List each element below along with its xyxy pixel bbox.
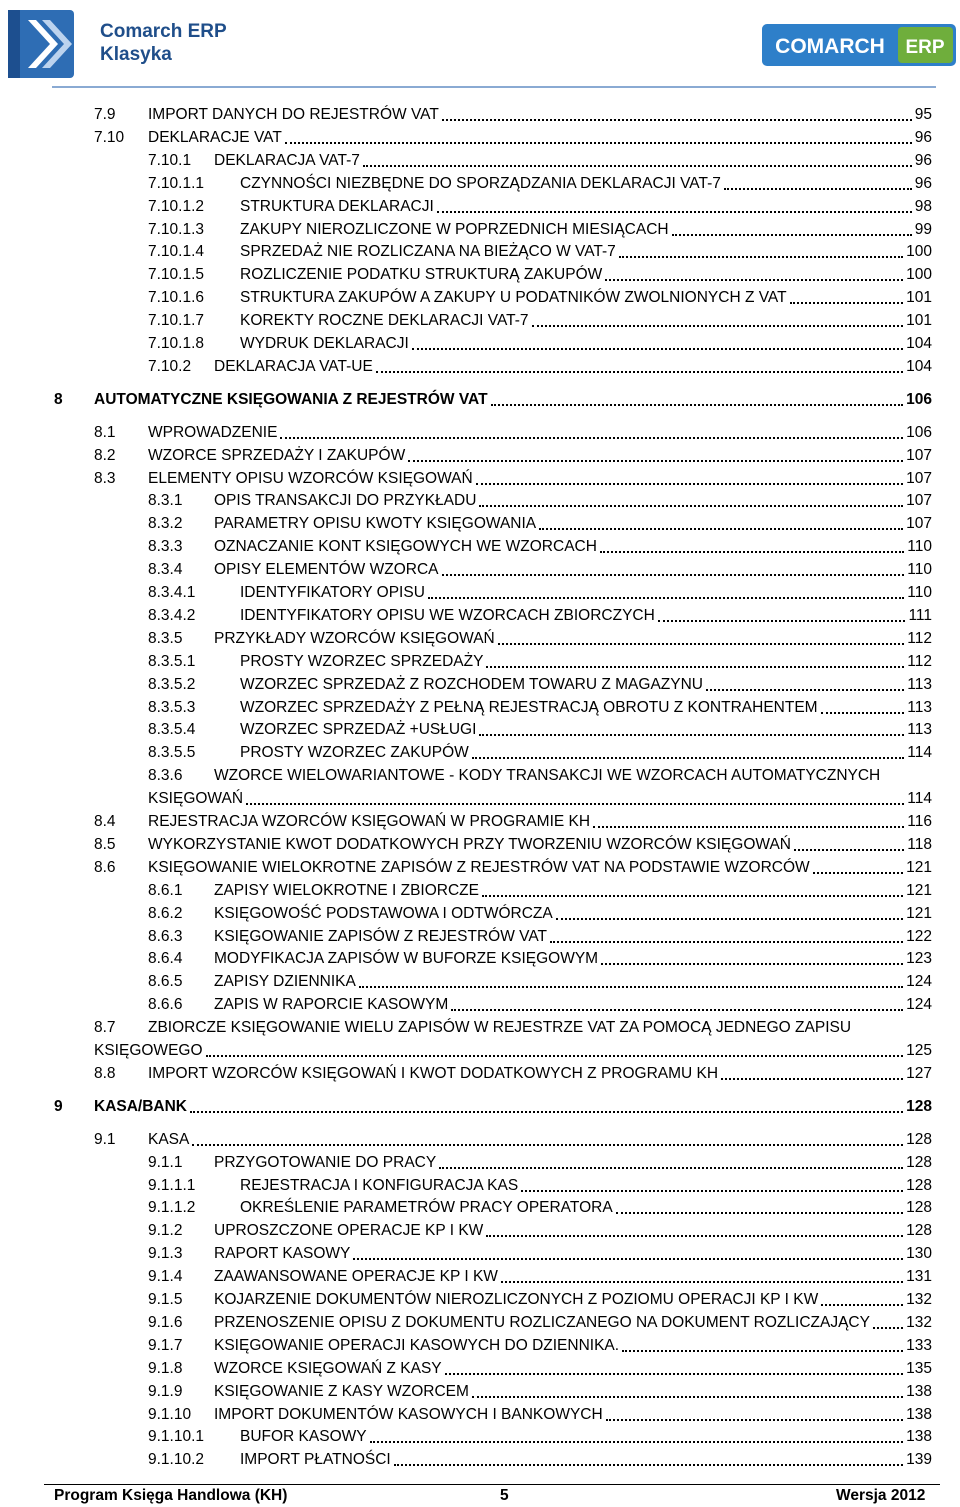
toc-entry[interactable] — [148, 605, 932, 627]
toc-entry-number: 8.3.5.2 — [148, 675, 196, 693]
toc-entry-page: 116 — [907, 813, 932, 830]
toc-entry-number: 8.4 — [94, 813, 116, 830]
toc-entry-title: AUTOMATYCZNE KSIĘGOWANIA Z REJESTRÓW VAT — [94, 390, 488, 408]
dot-leader — [721, 1078, 903, 1080]
toc-entry[interactable] — [148, 628, 932, 650]
toc-entry-page: 121 — [906, 858, 932, 876]
dot-leader — [706, 689, 904, 691]
toc-entry-page: 128 — [906, 1153, 932, 1171]
toc-entry[interactable] — [148, 1312, 932, 1334]
toc-entry-page: 114 — [907, 790, 932, 808]
toc-entry-title: ELEMENTY OPISU WZORCÓW KSIĘGOWAŃ — [148, 469, 473, 487]
toc-entry-number: 9.1.7 — [148, 1336, 183, 1354]
toc-entry-number: 7.10.1.8 — [148, 335, 205, 352]
dot-leader — [394, 1464, 903, 1466]
dot-leader — [370, 1441, 904, 1443]
toc-entry-page: 124 — [906, 996, 932, 1014]
toc-entry-title: KASA/BANK — [94, 1097, 187, 1115]
toc-entry-number: 8.2 — [94, 446, 116, 464]
toc-entry-page: 104 — [906, 357, 932, 375]
dot-leader — [472, 757, 905, 759]
toc-entry-title: WZORZEC SPRZEDAŻY Z PEŁNĄ REJESTRACJĄ OBROTU Z KONTRAHENTEM — [240, 698, 818, 716]
toc-entry[interactable] — [94, 1017, 932, 1039]
toc-entry-page: 112 — [907, 629, 932, 647]
toc-entry-page: 112 — [907, 652, 932, 670]
dot-leader — [363, 165, 912, 167]
toc-entry-title: KSIĘGOWANIE ZAPISÓW Z REJESTRÓW VAT — [214, 927, 547, 945]
dot-leader — [601, 963, 903, 965]
toc-entry-title: WPROWADZENIE — [148, 423, 278, 441]
toc-entry-page: 128 — [906, 1176, 932, 1194]
dot-leader — [790, 302, 904, 304]
toc-entry-number: 8.3.3 — [148, 538, 183, 556]
toc-entry-title: IMPORT WZORCÓW KSIĘGOWAŃ I KWOT DODATKOWYCH Z PROGRAMU KH — [148, 1064, 719, 1082]
toc-entry-page: 128 — [906, 1130, 932, 1148]
toc-entry-title: KSIĘGOWANIE Z KASY WZORCEM — [214, 1382, 469, 1400]
toc-entry-title: WZORZEC SPRZEDAŻ Z ROZCHODEM TOWARU Z MAGAZYNU — [240, 675, 703, 693]
toc-entry[interactable] — [148, 241, 932, 263]
footer-divider — [44, 1484, 940, 1485]
dot-leader — [479, 505, 903, 507]
toc-entry-page: 107 — [906, 446, 932, 464]
toc-entry-number: 9.1 — [94, 1130, 116, 1148]
toc-entry-number: 7.10.1.2 — [148, 197, 205, 215]
toc-entry-page: 107 — [906, 515, 932, 533]
toc-entry-number: 8.3.5.5 — [148, 744, 196, 762]
toc-entry-title: WZORCE WIELOWARIANTOWE - KODY TRANSAKCJI WE WZORCACH AUTOMATYCZNYCH — [214, 767, 881, 785]
toc-entry-title: IDENTYFIKATORY OPISU — [240, 584, 425, 601]
dot-leader — [532, 325, 904, 327]
toc-entry[interactable] — [148, 1220, 932, 1242]
toc-entry-page: 110 — [907, 584, 932, 601]
toc-entry-number: 8.1 — [94, 423, 116, 441]
toc-entry-number: 8.3.4 — [148, 561, 183, 579]
toc-entry[interactable] — [148, 1289, 932, 1311]
toc-entry[interactable] — [148, 513, 932, 535]
logo-badge: ERP — [905, 37, 945, 58]
toc-entry-number: 8.8 — [94, 1064, 116, 1082]
toc-entry[interactable] — [148, 1175, 932, 1197]
toc-entry-number: 9.1.4 — [148, 1268, 183, 1286]
toc-entry-title: MODYFIKACJA ZAPISÓW W BUFORZE KSIĘGOWYM — [214, 950, 599, 968]
toc-entry[interactable] — [94, 468, 932, 490]
toc-entry-page: 131 — [906, 1268, 932, 1286]
toc-entry[interactable] — [148, 173, 932, 195]
dot-leader — [442, 574, 905, 576]
toc-entry[interactable] — [148, 1335, 932, 1357]
toc-entry-page: 133 — [906, 1336, 932, 1354]
toc-entry[interactable] — [148, 287, 932, 309]
toc-entry[interactable] — [94, 811, 932, 833]
toc-entry-page: 135 — [906, 1359, 932, 1377]
toc-entry-title: SPRZEDAŻ NIE ROZLICZANA NA BIEŻĄCO W VAT-7 — [240, 243, 616, 261]
toc-entry-number: 8.7 — [94, 1019, 116, 1037]
toc-entry-title: OPISY ELEMENTÓW WZORCA — [214, 561, 439, 579]
toc-entry-number: 8.3.5 — [148, 629, 183, 647]
toc-entry-number: 9.1.1 — [148, 1153, 183, 1171]
toc-entry-number: 7.10.2 — [148, 357, 192, 375]
toc-entry[interactable] — [148, 697, 932, 719]
product-name-line2: Klasyka — [100, 44, 172, 65]
toc-entry[interactable] — [148, 1358, 932, 1380]
toc-entry[interactable] — [148, 1381, 932, 1403]
toc-entry[interactable] — [94, 834, 932, 856]
toc-entry-page: 111 — [908, 606, 932, 624]
toc-entry-title: WZORCE SPRZEDAŻY I ZAKUPÓW — [148, 446, 406, 464]
toc-entry-page: 100 — [906, 266, 932, 284]
toc-entry[interactable] — [148, 651, 932, 673]
dot-leader — [821, 712, 905, 714]
toc-entry[interactable] — [94, 422, 932, 444]
toc-entry[interactable] — [148, 1404, 932, 1426]
dot-leader — [280, 437, 903, 439]
toc-entry-page: 98 — [914, 197, 932, 215]
toc-entry-page: 138 — [906, 1405, 932, 1423]
toc-entry-title: ROZLICZENIE PODATKU STRUKTURĄ ZAKUPÓW — [240, 266, 603, 284]
toc-entry-number: 9.1.5 — [148, 1291, 183, 1308]
toc-entry-title: OZNACZANIE KONT KSIĘGOWYCH WE WZORCACH — [214, 538, 597, 556]
toc-entry-number: 9.1.10.1 — [148, 1428, 205, 1446]
toc-entry-number: 9.1.10 — [148, 1405, 192, 1423]
dot-leader — [472, 1396, 903, 1398]
toc-entry[interactable] — [148, 219, 932, 241]
toc-entry-number: 9.1.8 — [148, 1359, 183, 1377]
toc-entry-title: IMPORT DANYCH DO REJESTRÓW VAT — [148, 106, 439, 123]
dot-leader — [285, 142, 912, 144]
dot-leader — [813, 872, 903, 874]
toc-entry-title: STRUKTURA ZAKUPÓW A ZAKUPY U PODATNIKÓW ZWOLNIONYCH Z VAT — [240, 289, 787, 307]
toc-entry-number: 8.3.4.2 — [148, 606, 196, 624]
toc-entry-number: 8.6.1 — [148, 881, 183, 899]
dot-leader — [192, 1144, 903, 1146]
toc-entry-page: 96 — [914, 128, 932, 146]
toc-entry[interactable] — [148, 765, 932, 787]
dot-leader — [359, 986, 903, 988]
toc-entry-title: ZBIORCZE KSIĘGOWANIE WIELU ZAPISÓW W REJESTRZE VAT ZA POMOCĄ JEDNEGO ZAPISU — [148, 1019, 852, 1037]
dot-leader — [451, 1009, 903, 1011]
toc-entry[interactable] — [148, 150, 932, 172]
toc-entry-title: KOJARZENIE DOKUMENTÓW NIEROZLICZONYCH Z POZIOMU OPERACJI KP I KW — [214, 1291, 819, 1308]
toc-entry-number: 8.6 — [94, 858, 116, 876]
dot-leader — [606, 1419, 903, 1421]
toc-entry-title: PARAMETRY OPISU KWOTY KSIĘGOWANIA — [214, 515, 537, 533]
toc-entry-page: 107 — [906, 492, 932, 510]
toc-entry-number: 7.10.1.7 — [148, 312, 205, 330]
toc-entry-page: 122 — [906, 927, 932, 945]
footer-page-number: 5 — [500, 1487, 509, 1504]
toc-entry[interactable] — [148, 674, 932, 696]
toc-entry-title: OKREŚLENIE PARAMETRÓW PRACY OPERATORA — [240, 1199, 613, 1217]
toc-entry-page: 124 — [906, 973, 932, 991]
toc-entry-page: 138 — [906, 1382, 932, 1400]
comarch-erp-klasyka-logo — [6, 6, 78, 82]
dot-leader — [190, 1111, 903, 1113]
dot-leader — [539, 528, 903, 530]
dot-leader — [412, 348, 903, 350]
toc-entry[interactable] — [148, 971, 932, 993]
toc-entry-title: ZAPIS W RAPORCIE KASOWYM — [214, 996, 449, 1014]
dot-leader — [501, 1281, 903, 1283]
toc-entry-title: REJESTRACJA I KONFIGURACJA KAS — [240, 1176, 519, 1194]
toc-entry-title: BUFOR KASOWY — [240, 1428, 367, 1446]
toc-entry-title-continued: KSIĘGOWAŃ — [148, 790, 244, 808]
dot-leader — [437, 211, 912, 213]
toc-entry-number: 9.1.6 — [148, 1313, 183, 1331]
toc-entry-title: KASA — [148, 1130, 190, 1148]
toc-entry-page: 138 — [906, 1428, 932, 1446]
toc-entry[interactable] — [148, 903, 932, 925]
toc-entry-page: 106 — [906, 390, 932, 408]
toc-entry-page: 100 — [906, 243, 932, 261]
dot-leader — [550, 941, 903, 943]
toc-entry-page: 113 — [907, 675, 932, 693]
toc-entry[interactable] — [148, 264, 932, 286]
toc-entry-page: 118 — [907, 835, 932, 853]
product-name — [100, 20, 227, 66]
toc-entry-title: PRZYKŁADY WZORCÓW KSIĘGOWAŃ — [214, 629, 495, 647]
dot-leader — [246, 803, 904, 805]
toc-entry-title: WYKORZYSTANIE KWOT DODATKOWYCH PRZY TWORZENIU WZORCÓW KSIĘGOWAŃ — [148, 835, 791, 853]
toc-entry[interactable] — [148, 1426, 932, 1448]
toc-entry-page: 128 — [906, 1097, 932, 1115]
toc-entry-title: IMPORT DOKUMENTÓW KASOWYCH I BANKOWYCH — [214, 1405, 603, 1423]
toc-entry-page: 110 — [907, 561, 932, 579]
toc-chapter-entry[interactable] — [54, 1096, 932, 1118]
dot-leader — [498, 643, 905, 645]
toc-entry-number: 8.6.2 — [148, 904, 183, 922]
toc-entry[interactable] — [148, 196, 932, 218]
logo-word: COMARCH — [775, 35, 885, 58]
toc-entry-title: ZAPISY WIELOKROTNE I ZBIORCZE — [214, 881, 479, 899]
dot-leader — [616, 1212, 903, 1214]
toc-entry[interactable] — [148, 1243, 932, 1265]
toc-entry-title: WYDRUK DEKLARACJI — [240, 335, 409, 352]
toc-entry-number: 8.3.5.4 — [148, 721, 196, 739]
toc-entry-title: UPROSZCZONE OPERACJE KP I KW — [214, 1222, 484, 1240]
toc-entry-number: 7.10.1.3 — [148, 220, 205, 238]
toc-entry-page: 101 — [906, 312, 932, 330]
toc-entry-number: 8 — [54, 390, 63, 408]
toc-entry[interactable] — [148, 742, 932, 764]
dot-leader — [873, 1327, 903, 1329]
toc-entry-number: 7.10 — [94, 128, 125, 146]
toc-entry-continuation[interactable] — [148, 788, 932, 810]
toc-entry[interactable] — [148, 719, 932, 741]
dot-leader — [605, 279, 903, 281]
dot-leader — [482, 895, 903, 897]
toc-entry-number: 7.10.1.5 — [148, 266, 205, 284]
dot-leader — [428, 597, 904, 599]
toc-entry-page: 125 — [906, 1042, 932, 1059]
toc-entry-number: 8.3.5.1 — [148, 652, 196, 670]
toc-entry[interactable] — [148, 536, 932, 558]
toc-entry-page: 110 — [907, 538, 932, 556]
toc-entry[interactable] — [94, 127, 932, 149]
toc-entry-title: WZORCE KSIĘGOWAŃ Z KASY — [214, 1359, 442, 1377]
toc-entry-number: 9 — [54, 1097, 63, 1115]
toc-entry-page: 96 — [914, 151, 932, 169]
toc-entry[interactable] — [148, 490, 932, 512]
toc-entry-page: 107 — [906, 469, 932, 487]
toc-entry-title: ZAKUPY NIEROZLICZONE W POPRZEDNICH MIESIĄCACH — [240, 220, 669, 238]
toc-entry-number: 8.6.4 — [148, 950, 183, 968]
dot-leader — [821, 1304, 903, 1306]
toc-entry-number: 8.3.6 — [148, 767, 183, 785]
toc-entry[interactable] — [148, 310, 932, 332]
toc-entry[interactable] — [148, 926, 932, 948]
dot-leader — [206, 1055, 904, 1057]
toc-entry-title: KOREKTY ROCZNE DEKLARACJI VAT-7 — [240, 312, 529, 330]
dot-leader — [672, 234, 912, 236]
toc-entry-page: 114 — [907, 744, 932, 762]
toc-entry-page: 132 — [906, 1291, 932, 1308]
dot-leader — [622, 1350, 903, 1352]
toc-entry-number: 8.3.1 — [148, 492, 183, 510]
toc-entry-number: 9.1.1.2 — [148, 1199, 196, 1217]
toc-entry-title: KSIĘGOWANIE OPERACJI KASOWYCH DO DZIENNIKA. — [214, 1336, 620, 1354]
toc-entry-title: PRZYGOTOWANIE DO PRACY — [214, 1153, 437, 1171]
toc-entry[interactable] — [148, 1266, 932, 1288]
dot-leader — [600, 551, 904, 553]
toc-entry-page: 99 — [914, 220, 932, 238]
toc-entry-number: 9.1.3 — [148, 1245, 183, 1263]
dot-leader — [658, 620, 906, 622]
toc-entry-number: 7.10.1.6 — [148, 289, 205, 307]
dot-leader — [521, 1190, 903, 1192]
toc-entry-page: 113 — [907, 721, 932, 739]
dot-leader — [476, 483, 903, 485]
toc-entry-number: 7.9 — [94, 106, 116, 123]
toc-entry-number: 7.10.1.4 — [148, 243, 205, 261]
header-divider — [52, 86, 936, 88]
toc-entry-title: ZAPISY DZIENNIKA — [214, 973, 356, 991]
toc-entry-page: 121 — [906, 881, 932, 899]
dot-leader — [486, 666, 904, 668]
toc-entry[interactable] — [94, 445, 932, 467]
toc-entry-title: REJESTRACJA WZORCÓW KSIĘGOWAŃ W PROGRAMIE KH — [148, 813, 591, 830]
toc-entry[interactable] — [148, 559, 932, 581]
toc-entry-number: 8.3 — [94, 469, 116, 487]
toc-entry-title: RAPORT KASOWY — [214, 1245, 351, 1263]
toc-entry-page: 132 — [906, 1313, 932, 1331]
toc-entry-number: 9.1.10.2 — [148, 1451, 205, 1469]
toc-entry-page: 95 — [914, 106, 932, 123]
toc-entry-title: PROSTY WZORZEC ZAKUPÓW — [240, 744, 469, 762]
dot-leader — [445, 1373, 903, 1375]
toc-entry-number: 8.6.5 — [148, 973, 183, 991]
toc-entry-title: DEKLARACJE VAT — [148, 128, 282, 146]
toc-entry-title: KSIĘGOWANIE WIELOKROTNE ZAPISÓW Z REJESTRÓW VAT NA PODSTAWIE WZORCÓW — [148, 858, 810, 876]
toc-entry-page: 101 — [906, 289, 932, 307]
toc-entry-number: 8.6.6 — [148, 996, 183, 1014]
dot-leader — [353, 1258, 903, 1260]
toc-entry[interactable] — [148, 333, 932, 355]
dot-leader — [593, 826, 904, 828]
toc-entry-number: 7.10.1.1 — [148, 174, 205, 192]
toc-entry-number: 7.10.1 — [148, 151, 192, 169]
toc-entry[interactable] — [148, 948, 932, 970]
dot-leader — [439, 1167, 903, 1169]
toc-entry[interactable] — [148, 880, 932, 902]
toc-entry-page: 106 — [906, 423, 932, 441]
toc-entry-title: IDENTYFIKATORY OPISU WE WZORCACH ZBIORCZYCH — [240, 606, 655, 624]
dot-leader — [376, 371, 903, 373]
toc-entry-title: DEKLARACJA VAT-UE — [214, 357, 373, 375]
toc-entry[interactable] — [148, 1197, 932, 1219]
toc-entry-page: 123 — [906, 950, 932, 968]
page-header — [0, 0, 960, 90]
toc-entry-number: 9.1.2 — [148, 1222, 183, 1240]
toc-entry[interactable] — [94, 104, 932, 126]
toc-entry-title: IMPORT PŁATNOŚCI — [240, 1451, 391, 1469]
toc-entry[interactable] — [148, 582, 932, 604]
toc-entry-title: PROSTY WZORZEC SPRZEDAŻY — [240, 652, 484, 670]
toc-entry-title: DEKLARACJA VAT-7 — [214, 151, 360, 169]
toc-entry-title: KSIĘGOWOŚĆ PODSTAWOWA I ODTWÓRCZA — [214, 904, 553, 922]
footer-program-name: Program Księga Handlowa (KH) — [54, 1487, 288, 1504]
dot-leader — [724, 188, 912, 190]
toc-entry-number: 9.1.1.1 — [148, 1176, 196, 1194]
toc-entry-title: CZYNNOŚCI NIEZBĘDNE DO SPORZĄDZANIA DEKLARACJI VAT-7 — [240, 174, 721, 192]
dot-leader — [556, 918, 903, 920]
dot-leader — [794, 849, 904, 851]
dot-leader — [491, 404, 904, 406]
toc-entry-title: WZORZEC SPRZEDAŻ +USŁUGI — [240, 721, 477, 739]
toc-entry-page: 113 — [907, 698, 932, 716]
toc-entry-page: 128 — [906, 1199, 932, 1217]
toc-entry-number: 8.6.3 — [148, 927, 183, 945]
comarch-erp-logo — [762, 24, 956, 66]
toc-entry-number: 8.5 — [94, 835, 116, 853]
toc-entry[interactable] — [148, 1152, 932, 1174]
toc-entry[interactable] — [148, 356, 932, 378]
toc-entry-page: 121 — [906, 904, 932, 922]
toc-entry[interactable] — [94, 1129, 932, 1151]
toc-chapter-entry[interactable] — [54, 389, 932, 411]
product-name-line1: Comarch ERP — [100, 21, 227, 42]
toc-entry-title-continued: KSIĘGOWEGO — [94, 1042, 203, 1059]
footer-version: Wersja 2012 — [836, 1487, 926, 1504]
toc-entry[interactable] — [94, 857, 932, 879]
toc-entry-page: 96 — [914, 174, 932, 192]
toc-entry[interactable] — [94, 1063, 932, 1085]
dot-leader — [619, 256, 903, 258]
toc-entry-number: 8.3.2 — [148, 515, 183, 533]
dot-leader — [442, 119, 912, 121]
toc-entry-number: 8.3.4.1 — [148, 584, 196, 601]
toc-entry-page: 127 — [906, 1064, 932, 1082]
toc-entry-title: STRUKTURA DEKLARACJI — [240, 197, 434, 215]
toc-entry-title: OPIS TRANSAKCJI DO PRZYKŁADU — [214, 492, 477, 510]
toc-entry-page: 104 — [906, 335, 932, 352]
toc-entry-title: ZAAWANSOWANE OPERACJE KP I KW — [214, 1268, 498, 1286]
dot-leader — [408, 460, 903, 462]
toc-entry[interactable] — [148, 1449, 932, 1471]
toc-entry-page: 130 — [906, 1245, 932, 1263]
toc-entry-page: 139 — [906, 1451, 932, 1469]
toc-entry-page: 128 — [906, 1222, 932, 1240]
dot-leader — [486, 1235, 903, 1237]
toc-entry-number: 8.3.5.3 — [148, 698, 196, 716]
toc-entry[interactable] — [148, 994, 932, 1016]
toc-entry-title: PRZENOSZENIE OPISU Z DOKUMENTU ROZLICZANEGO NA DOKUMENT ROZLICZAJĄCY — [214, 1313, 870, 1331]
dot-leader — [479, 734, 904, 736]
toc-entry-continuation[interactable] — [94, 1040, 932, 1062]
toc-entry-number: 9.1.9 — [148, 1382, 183, 1400]
